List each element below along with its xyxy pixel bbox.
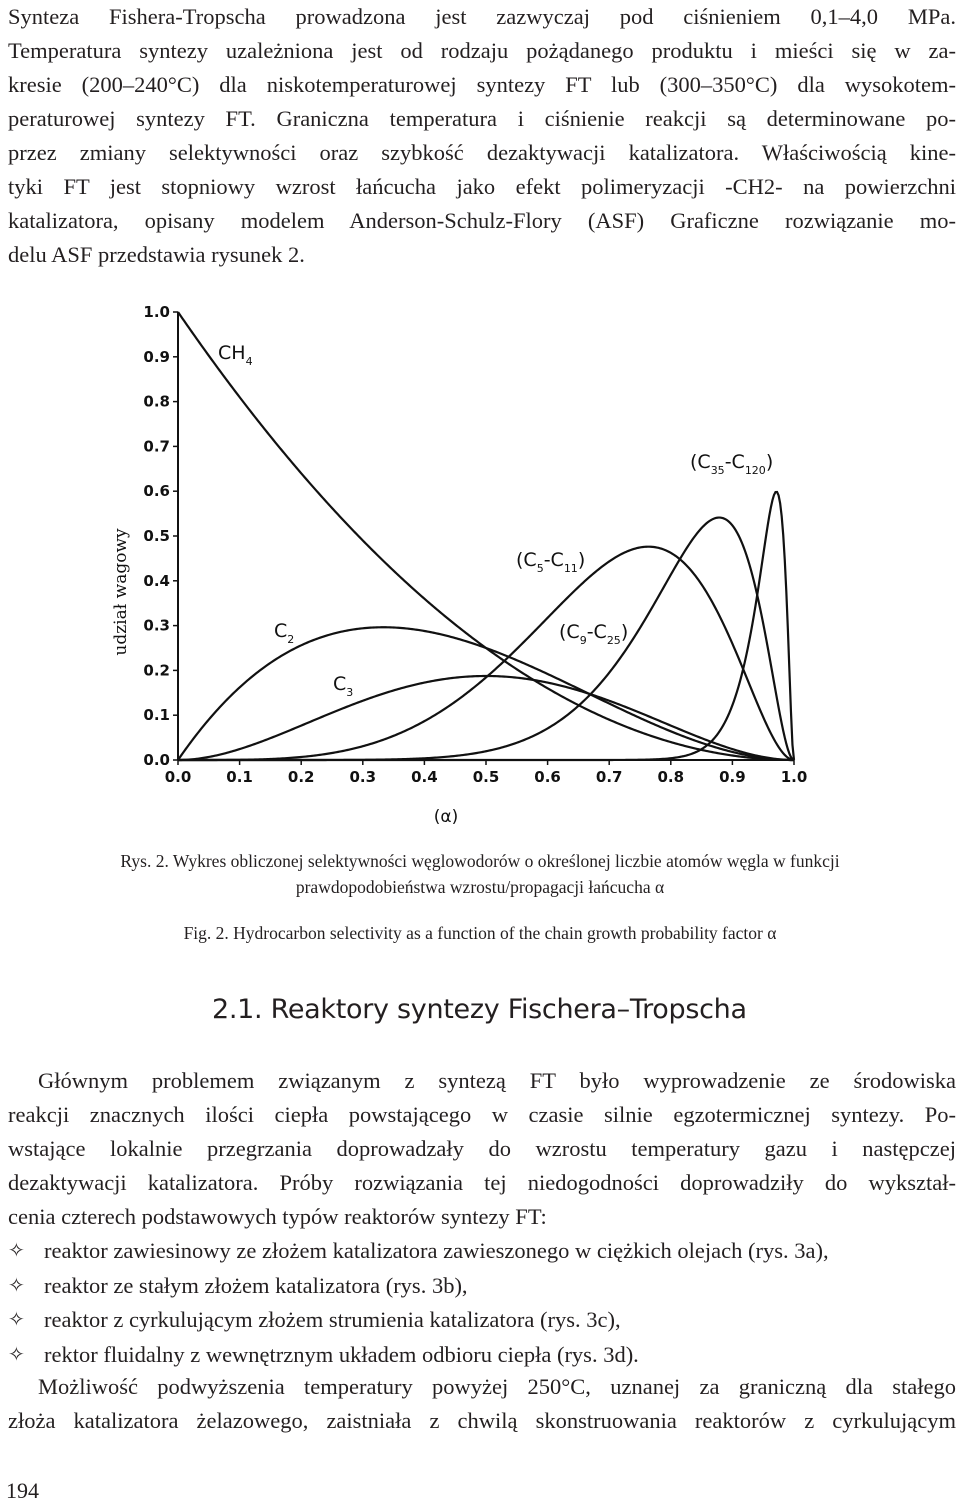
series-line-c5-c11 — [178, 547, 794, 760]
series-label: $(C_9-C_{25})$ — [559, 621, 629, 647]
y-tick-label: 0.7 — [143, 437, 170, 456]
y-axis-label: udział wagowy — [111, 528, 131, 656]
x-tick-label: 0.8 — [657, 768, 685, 786]
list-item-text: reaktor ze stałym złożem katalizatora (rys. 3b), — [44, 1272, 468, 1298]
text-line: delu ASF przedstawia rysunek 2. — [8, 242, 305, 267]
y-tick-label: 0.4 — [143, 571, 170, 590]
list-item — [8, 1303, 829, 1338]
text-line: tyki FT jest stopniowy wzrost łańcucha jako efekt polimeryzacji -CH2- na powierzchni — [8, 174, 956, 199]
list-item-text: rektor fluidalny z wewnętrznym układem odbioru ciepła (rys. 3d). — [44, 1341, 639, 1367]
x-tick-label: 0.5 — [472, 768, 500, 786]
series-label: $C_2$ — [274, 620, 295, 646]
series-label: $CH_4$ — [218, 342, 253, 368]
text-line: wstające lokalnie przegrzania doprowadzały do wzrostu temperatury gazu i następczej — [8, 1136, 956, 1161]
list-item — [8, 1234, 829, 1269]
list-item-text: reaktor zawiesinowy ze złożem katalizatora zawieszonego w ciężkich olejach (rys. 3a), — [44, 1238, 829, 1263]
text-line: reakcji znacznych ilości ciepła powstającego w czasie silnie egzotermicznej syntezy. Po- — [8, 1102, 956, 1127]
x-tick-label: 0.0 — [164, 768, 192, 786]
four-point-star-icon: ✧ — [8, 1343, 25, 1366]
four-point-star-icon: ✧ — [8, 1240, 25, 1262]
y-tick-label: 0.5 — [143, 527, 170, 545]
x-tick-label: 0.2 — [287, 768, 315, 786]
text-line: Synteza Fishera-Tropscha prowadzona jest zazwyczaj pod ciśnieniem 0,1–4,0 MPa. — [8, 4, 956, 29]
reactor-type-list — [8, 1234, 829, 1372]
caption-line: Rys. 2. Wykres obliczonej selektywności węglowodorów o określonej liczbie atomów węgla w funkcji — [120, 851, 840, 871]
y-tick-label: 0.8 — [143, 392, 170, 411]
text-line: przez zmiany selektywności oraz szybkość dezaktywacji katalizatora. Właściwością kine- — [8, 140, 956, 165]
x-tick-label: 0.4 — [411, 768, 438, 786]
x-tick-label: 0.1 — [226, 768, 253, 786]
y-tick-label: 1.0 — [143, 303, 170, 321]
x-tick-label: 0.3 — [349, 768, 377, 786]
text-line: dezaktywacji katalizatora. Próby rozwiązania tej niedogodności doprowadziły do wykształ- — [8, 1170, 956, 1195]
y-tick-label: 0.0 — [143, 751, 170, 769]
caption-line: prawdopodobieństwa wzrostu/propagacji łańcucha α — [295, 877, 665, 897]
series-line-ch4 — [178, 312, 794, 760]
text-line: Możliwość podwyższenia temperatury powyżej 250°C, uznanej za graniczną dla stałego — [38, 1374, 956, 1399]
y-tick-label: 0.3 — [143, 616, 170, 635]
text-line: peraturowej syntezy FT. Graniczna temperatura i ciśnienie reakcji są determinowane po- — [8, 106, 956, 131]
x-tick-label: 0.6 — [534, 768, 561, 786]
series-label: $C_3$ — [333, 673, 354, 699]
y-tick-label: 0.9 — [143, 347, 170, 366]
y-tick-label: 0.6 — [143, 482, 170, 501]
figure-caption-pl — [0, 848, 960, 900]
series-line-c2 — [178, 627, 794, 760]
list-item — [8, 1338, 829, 1373]
y-tick-label: 0.1 — [143, 706, 170, 725]
x-axis-label: (α) — [433, 807, 459, 827]
asf-selectivity-chart — [100, 296, 820, 836]
series-label: $(C_5-C_{11})$ — [516, 549, 586, 575]
text-line: kresie (200–240°C) dla niskotemperaturowej syntezy FT lub (300–350°C) dla wysokotem- — [8, 72, 956, 97]
body-paragraph — [8, 1064, 956, 1234]
series-label: $(C_{35}-C_{120})$ — [690, 451, 774, 477]
y-tick-label: 0.2 — [143, 661, 170, 680]
x-tick-label: 1.0 — [780, 768, 808, 786]
text-line: złoża katalizatora żelazowego, zaistniała z chwilą skonstruowania reaktorów z cyrkulującym — [8, 1408, 956, 1433]
x-tick-label: 0.7 — [595, 768, 623, 786]
closing-paragraph — [8, 1370, 956, 1438]
text-line: Temperatura syntezy uzależniona jest od rodzaju pożądanego produktu i mieści się w za- — [8, 38, 956, 63]
list-item — [8, 1269, 829, 1304]
text-line: Głównym problemem związanym z syntezą FT było wyprowadzenie ze środowiska — [38, 1068, 956, 1093]
series-line-c3 — [178, 676, 794, 760]
series-line-c9-c25 — [178, 518, 794, 760]
text-line: katalizatora, opisany modelem Anderson-Schulz-Flory (ASF) Graficzne rozwiązanie mo- — [8, 208, 956, 233]
intro-paragraph — [8, 0, 956, 272]
x-tick-label: 0.9 — [719, 768, 746, 786]
figure-caption-en: Fig. 2. Hydrocarbon selectivity as a function of the chain growth probability factor α — [183, 923, 777, 943]
list-item-text: reaktor z cyrkulującym złożem strumienia katalizatora (rys. 3c), — [44, 1307, 621, 1332]
text-line: cenia czterech podstawowych typów reaktorów syntezy FT: — [8, 1204, 547, 1229]
four-point-star-icon: ✧ — [8, 1309, 25, 1331]
series-line-c35-c120 — [178, 492, 794, 760]
section-heading: 2.1. Reaktory syntezy Fischera–Tropscha — [212, 994, 747, 1025]
page-number: 194 — [6, 1478, 39, 1503]
four-point-star-icon: ✧ — [8, 1274, 25, 1297]
